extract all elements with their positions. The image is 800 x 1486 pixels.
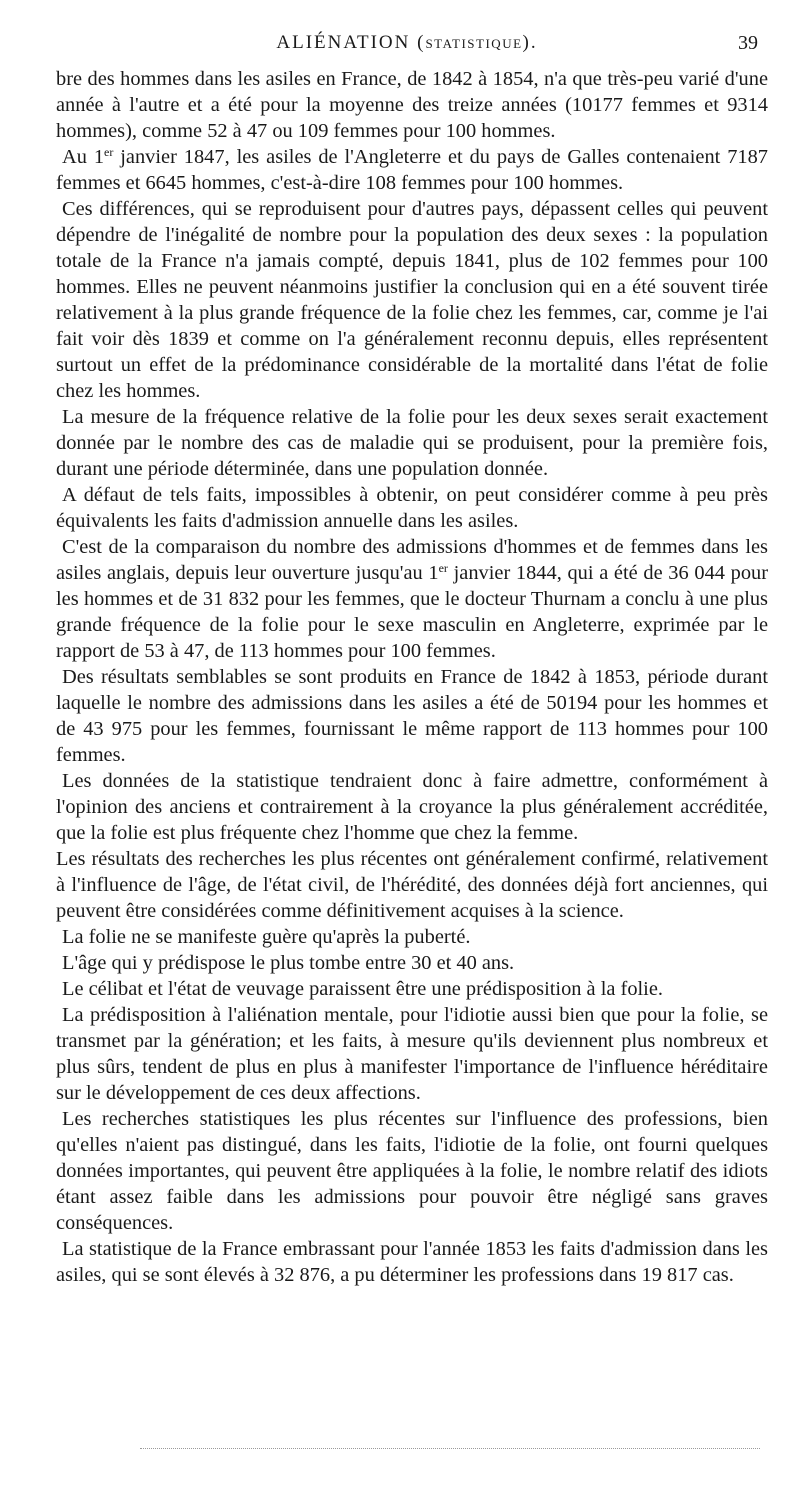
superscript: er bbox=[438, 561, 448, 575]
paragraph-3: Ces différences, qui se reproduisent pour d'autres pays, dépassent celles qui peuvent dépendre de l'inégalité de nombre pour la population des deux sexes : la population totale de la France n'a jamais compté, depuis 1841, plus de 102 femmes pour 100 hommes. Elles ne peuvent néanmoins justifier la conclusion qui en a été souvent tirée relativement à la plus grande fréquence de la folie chez les femmes, car, comme je l'ai fait voir dès 1839 et comme on l'a généralement reconnu depuis, elles représentent surtout un effet de la prédominance considérable de la mortalité dans l'état de folie chez les hommes. bbox=[56, 198, 768, 402]
running-title bbox=[56, 32, 758, 54]
body-text bbox=[56, 66, 768, 1288]
running-header bbox=[56, 30, 758, 60]
title-main: ALIÉNATION ( bbox=[276, 32, 426, 53]
paragraph-12: Le célibat et l'état de veuvage paraissent être une prédisposition à la folie. bbox=[62, 978, 663, 1000]
paragraph-2 bbox=[56, 144, 768, 196]
paragraph-6-before: C'est de la comparaison du nombre des admissions d'hommes et de femmes dans les asiles anglais, depuis leur ouverture jusqu'au 1 bbox=[56, 536, 768, 584]
paragraph-5: A défaut de tels faits, impossibles à obtenir, on peut considérer comme à peu près équivalents les faits d'admission annuelle dans les asiles. bbox=[56, 484, 768, 532]
footer-dotted-rule bbox=[140, 1448, 760, 1449]
superscript: er bbox=[104, 145, 114, 159]
paragraph-8: Les données de la statistique tendraient donc à faire admettre, conformément à l'opinion des anciens et contrairement à la croyance la plus généralement accréditée, que la folie est plus fréquente chez l'homme que chez la femme. bbox=[56, 770, 768, 844]
paragraph-6 bbox=[56, 534, 768, 664]
paragraph-7: Des résultats semblables se sont produits en France de 1842 à 1853, période durant laquelle le nombre des admissions dans les asiles a été de 50194 pour les hommes et de 43 975 pour les femmes, fournissant le même rapport de 113 hommes pour 100 femmes. bbox=[56, 666, 768, 766]
paragraph-4: La mesure de la fréquence relative de la folie pour les deux sexes serait exactement donnée par le nombre des cas de maladie qui se produisent, pour la première fois, durant une période déterminée, dans une population donnée. bbox=[56, 406, 768, 480]
paragraph-2-after: janvier 1847, les asiles de l'Angleterre et du pays de Galles contenaient 7187 femmes et 6645 hommes, c'est-à-dire 108 femmes pour 100 hommes. bbox=[56, 146, 768, 194]
paragraph-2-before: Au 1 bbox=[62, 146, 105, 168]
title-end: ). bbox=[522, 32, 538, 53]
title-small-caps: STATISTIQUE bbox=[425, 36, 523, 51]
paragraph-6-after: janvier 1844, qui a été de 36 044 pour les hommes et de 31 832 pour les femmes, que le docteur Thurnam a conclu à une plus grande fréquence de la folie pour le sexe masculin en Angleterre, exprimée par le rapport de 53 à 47, de 113 hommes pour 100 femmes. bbox=[56, 562, 769, 662]
paragraph-9: Les résultats des recherches les plus récentes ont généralement confirmé, relativement à l'influence de l'âge, de l'état civil, de l'hérédité, des données déjà fort anciennes, qui peuvent être considérées comme définitivement acquises à la science. bbox=[56, 848, 768, 922]
paragraph-11: L'âge qui y prédispose le plus tombe entre 30 et 40 ans. bbox=[62, 952, 515, 974]
paragraph-14: Les recherches statistiques les plus récentes sur l'influence des professions, bien qu'elles n'aient pas distingué, dans les faits, l'idiotie de la folie, ont fourni quelques données importantes, qui peuvent être appliquées à la folie, le nombre relatif des idiots étant assez faible dans les admissions pour pouvoir être négligé sans graves conséquences. bbox=[56, 1108, 768, 1234]
paragraph-10: La folie ne se manifeste guère qu'après la puberté. bbox=[62, 926, 471, 948]
page-number: 39 bbox=[738, 32, 758, 54]
paragraph-15: La statistique de la France embrassant pour l'année 1853 les faits d'admission dans les asiles, qui se sont élevés à 32 876, a pu déterminer les professions dans 19 817 cas. bbox=[56, 1238, 768, 1286]
paragraph-1: bre des hommes dans les asiles en France, de 1842 à 1854, n'a que très-peu varié d'une année à l'autre et a été pour la moyenne des treize années (10177 femmes et 9314 hommes), comme 52 à 47 ou 109 femmes pour 100 hommes. bbox=[56, 68, 768, 142]
paragraph-13: La prédisposition à l'aliénation mentale, pour l'idiotie aussi bien que pour la folie, se transmet par la génération; et les faits, à mesure qu'ils deviennent plus nombreux et plus sûrs, tendent de plus en plus à manifester l'importance de l'influence héréditaire sur le développement de ces deux affections. bbox=[56, 1004, 768, 1104]
